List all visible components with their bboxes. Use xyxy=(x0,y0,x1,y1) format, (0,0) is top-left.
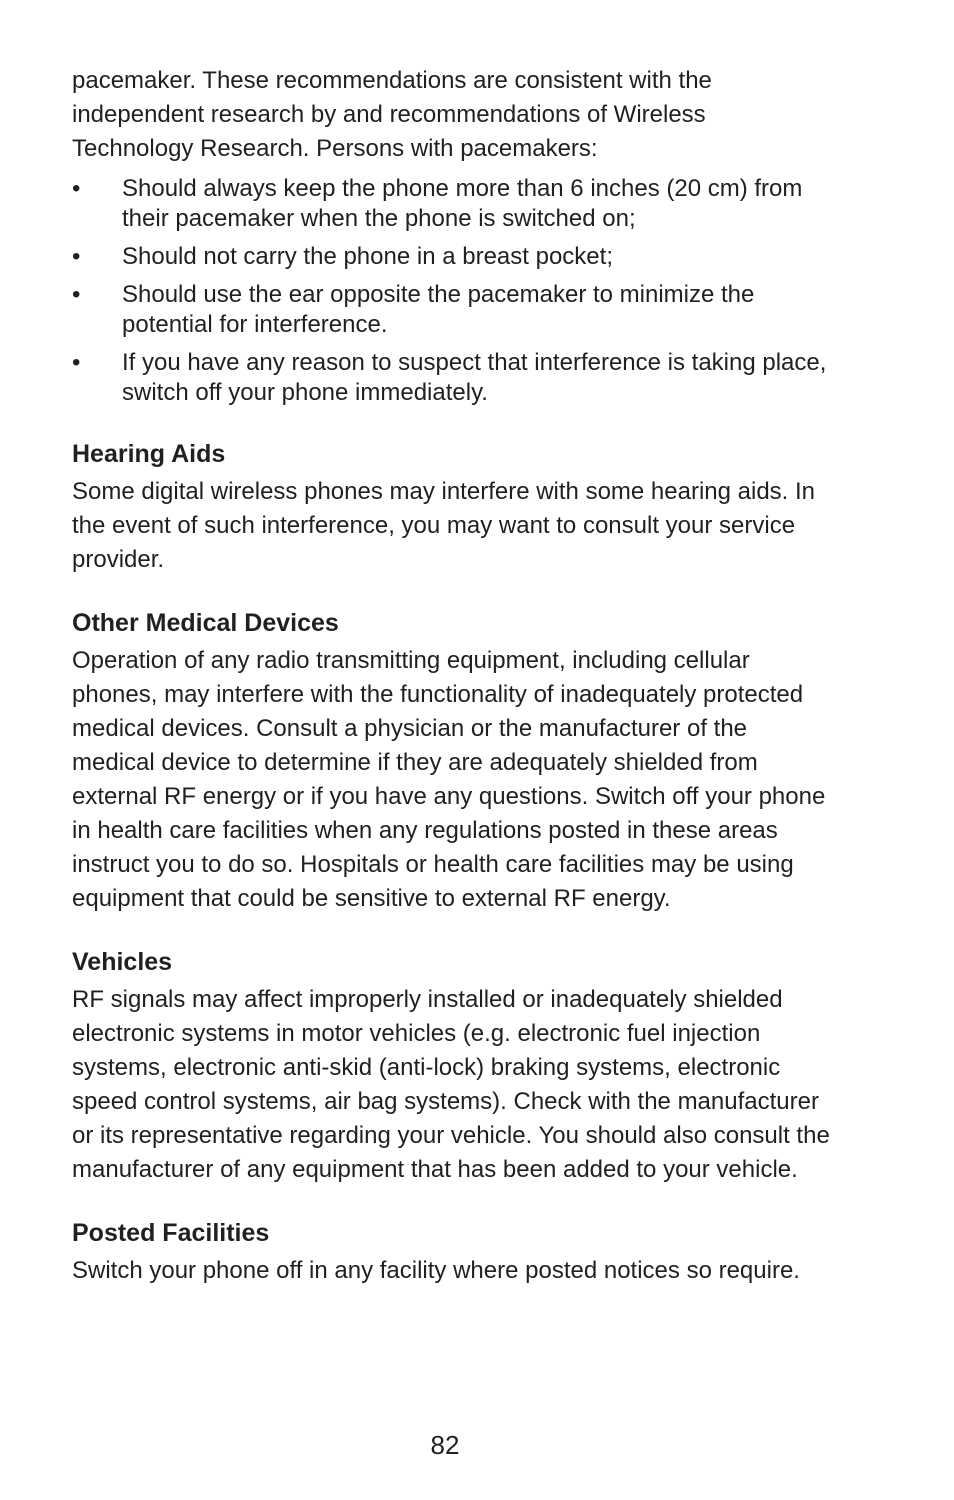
section-body-posted-facilities: Switch your phone off in any facility where posted notices so require. xyxy=(72,1257,800,1284)
list-item-text: Should not carry the phone in a breast pocket; xyxy=(122,243,613,270)
manual-page xyxy=(72,64,832,1288)
list-item-text: If you have any reason to suspect that interference is taking place, switch off your phone immediately. xyxy=(122,349,827,406)
page-number: 82 xyxy=(430,1430,460,1460)
section-body-vehicles: RF signals may affect improperly installed or inadequately shielded electronic systems in motor vehicles (e.g. electronic fuel injection systems, electronic anti-skid (anti-lock) braking systems, electronic speed control systems, air bag systems). Check with the manufacturer or its representative regarding your vehicle. You should also consult the manufacturer of any equipment that has been added to your vehicle. xyxy=(72,986,830,1183)
section-heading-vehicles: Vehicles xyxy=(72,948,173,976)
bullet-icon: • xyxy=(72,281,81,308)
section-heading-posted-facilities: Posted Facilities xyxy=(72,1219,270,1247)
list-item-text: Should always keep the phone more than 6 inches (20 cm) from their pacemaker when the phone is switched on; xyxy=(122,175,803,232)
list-item xyxy=(72,242,832,272)
bullet-icon: • xyxy=(72,243,81,270)
section-heading-hearing-aids: Hearing Aids xyxy=(72,440,226,468)
bullet-icon: • xyxy=(72,349,81,376)
pacemaker-recommendations-list xyxy=(72,174,832,408)
section-heading-other-medical-devices: Other Medical Devices xyxy=(72,609,339,637)
list-item xyxy=(72,174,832,234)
section-body-hearing-aids: Some digital wireless phones may interfere with some hearing aids. In the event of such interference, you may want to consult your service provider. xyxy=(72,478,816,573)
intro-paragraph: pacemaker. These recommendations are consistent with the independent research by and recommendations of Wireless Technology Research. Persons with pacemakers: xyxy=(72,67,712,162)
bullet-icon: • xyxy=(72,175,81,202)
list-item xyxy=(72,280,832,340)
section-body-other-medical-devices: Operation of any radio transmitting equipment, including cellular phones, may interfere with the functionality of inadequately protected medical devices. Consult a physician or the manufacturer of the medical device to determine if they are adequately shielded from external RF energy or if you have any questions. Switch off your phone in health care facilities when any regulations posted in these areas instruct you to do so. Hospitals or health care facilities may be using equipment that could be sensitive to external RF energy. xyxy=(72,647,826,912)
list-item-text: Should use the ear opposite the pacemaker to minimize the potential for interference. xyxy=(122,281,755,338)
list-item xyxy=(72,348,832,408)
